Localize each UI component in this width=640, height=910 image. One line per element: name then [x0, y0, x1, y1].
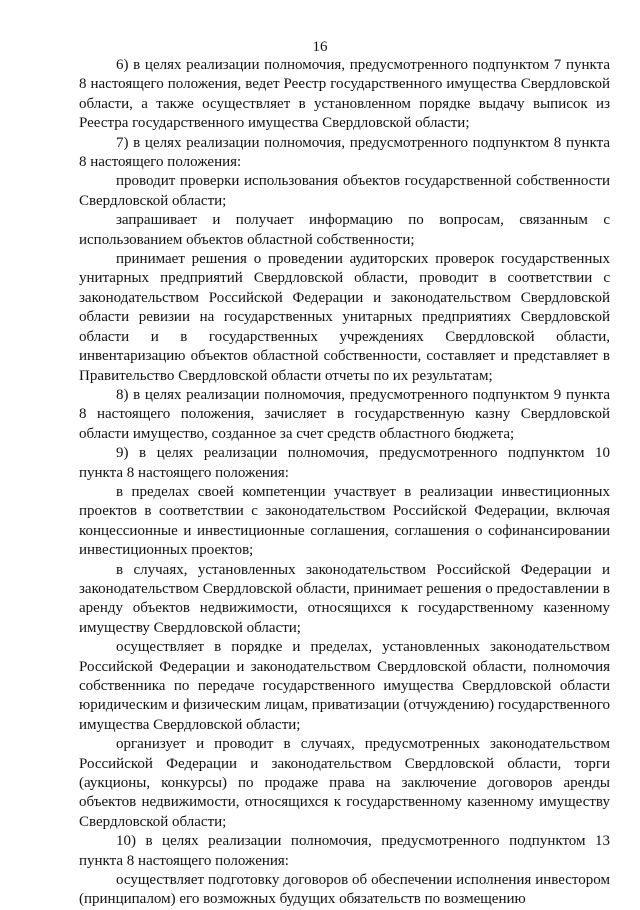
paragraph-tenders: организует и проводит в случаях, предусмотренных законодательством Российской Федерации и законодательством Свердловской области, торги (аукционы, конкурсы) по продаже права на заключение договоров аренды объектов недвижимости, относящихся к государственному казенному имуществу Свердловской области;	[79, 736, 610, 830]
paragraph-item-9: 9) в целях реализации полномочия, предусмотренного подпунктом 10 пункта 8 настоящего положения:	[79, 445, 610, 481]
paragraph-inspections: проводит проверки использования объектов государственной собственности Свердловской области;	[79, 173, 610, 209]
paragraph-item-8: 8) в целях реализации полномочия, предусмотренного подпунктом 9 пункта 8 настоящего положения, зачисляет в государственную казну Свердловской области имущество, созданное за счет средств областного бюджета;	[79, 386, 610, 442]
paragraph-item-6: 6) в целях реализации полномочия, предусмотренного подпунктом 7 пункта 8 настоящего положения, ведет Реестр государственного имущества Свердловской области, а также осуществляет в установленном порядке выдачу выписок из Реестра государственного имущества Свердловской области;	[79, 57, 610, 132]
document-body	[79, 56, 610, 910]
paragraph-audits: принимает решения о проведении аудиторских проверок государственных унитарных предприятий Свердловской области, проводит в соответствии с законодательством Российской Федерации и законодательством Свердловской области ревизии на государственных унитарных предприятиях Свердловской области и в государственных учреждениях Свердловской области, инвентаризацию объектов областной собственности, составляет и представляет в Правительство Свердловской области отчеты по их результатам;	[79, 251, 610, 384]
paragraph-item-10: 10) в целях реализации полномочия, предусмотренного подпунктом 13 пункта 8 настоящего положения:	[79, 833, 610, 869]
paragraph-lease-decisions: в случаях, установленных законодательством Российской Федерации и законодательством Свердловской области, принимает решения о предоставлении в аренду объектов недвижимости, относящихся к государственному казенному имуществу Свердловской области;	[79, 561, 610, 636]
paragraph-investment-projects: в пределах своей компетенции участвует в реализации инвестиционных проектов в соответствии с законодательством Российской Федерации, включая концессионные и инвестиционные соглашения, соглашения о софинансировании инвестиционных проектов;	[79, 483, 610, 559]
paragraph-owner-powers: осуществляет в порядке и пределах, установленных законодательством Российской Федерации и законодательством Свердловской области, полномочия собственника по передаче государственного имущества Свердловской области юридическим и физическим лицам, приватизации (отчуждению) государственного имущества Свердловской области;	[79, 639, 610, 733]
page-number: 16	[312, 39, 328, 55]
paragraph-guarantee-contracts: осуществляет подготовку договоров об обеспечении исполнения инвестором (принципалом) его возможных будущих обязательств по возмещению	[79, 872, 610, 908]
paragraph-requests-info: запрашивает и получает информацию по вопросам, связанным с использованием объектов областной собственности;	[79, 212, 610, 248]
paragraph-item-7: 7) в целях реализации полномочия, предусмотренного подпунктом 8 пункта 8 настоящего положения:	[79, 134, 610, 171]
